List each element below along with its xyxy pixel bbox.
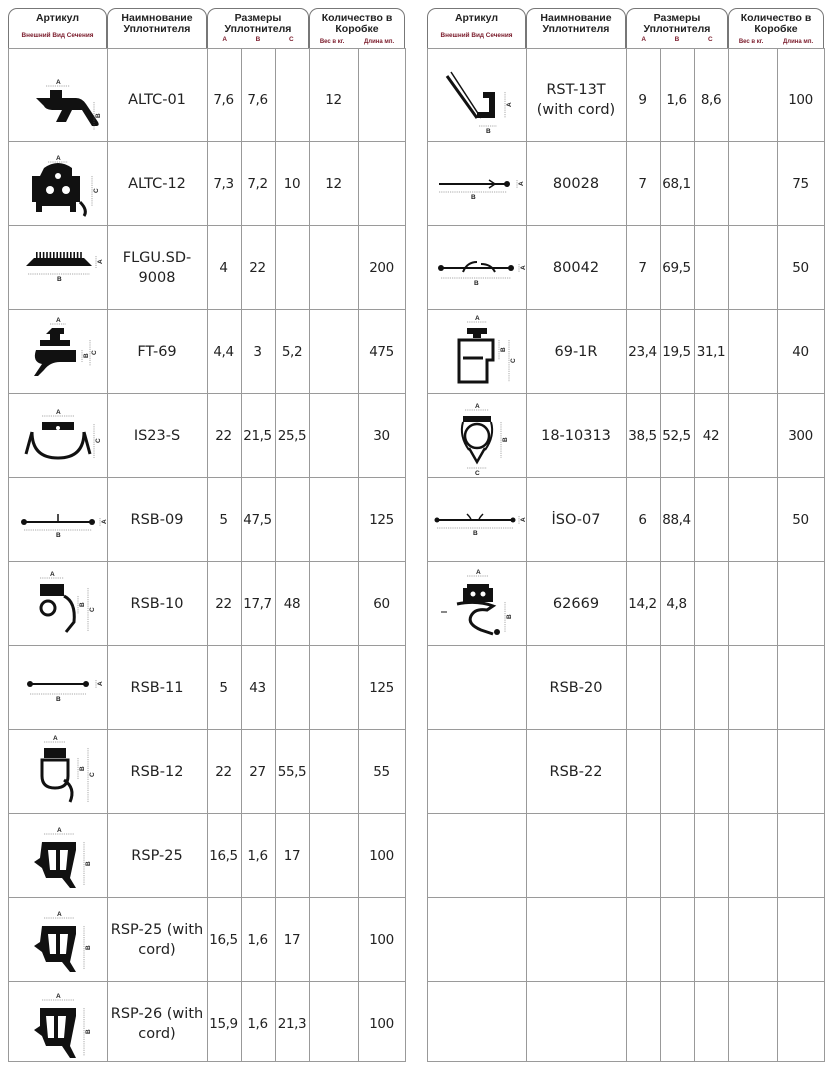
seal-weight-value xyxy=(728,58,777,142)
column-divider xyxy=(107,48,108,1062)
seal-a-value: 4 xyxy=(219,260,228,276)
80042-profile-icon xyxy=(427,226,526,310)
svg-text:B: B xyxy=(56,532,61,539)
1810313-profile-icon xyxy=(427,394,526,478)
seal-c-value xyxy=(275,58,309,142)
seal-a-value: 14,2 xyxy=(628,596,657,612)
flgu-profile-icon xyxy=(8,226,107,310)
seal-weight-value xyxy=(309,226,358,310)
header-article xyxy=(8,8,107,48)
seal-weight-value xyxy=(309,814,358,898)
seal-profile-cell xyxy=(427,142,526,226)
header-name-title: Наимнование Уплотнителя xyxy=(121,12,193,35)
seal-length-value: 300 xyxy=(788,428,813,444)
691r-profile-icon xyxy=(427,310,526,394)
seal-name: RSB-20 xyxy=(549,680,603,696)
header-size_b: B xyxy=(674,36,680,43)
seal-b-value: 4,8 xyxy=(666,596,687,612)
seal-weight-value xyxy=(728,394,777,478)
seal-profile-cell xyxy=(427,394,526,478)
header-article-title: Артикул xyxy=(35,12,80,24)
svg-text:A: A xyxy=(57,911,62,918)
header-sizes-title: Размеры Уплотнителя xyxy=(643,12,711,35)
seal-b-value: 21,5 xyxy=(243,428,272,444)
header-article-subtitle: Внешний Вид Сечения xyxy=(440,32,513,39)
svg-text:A: A xyxy=(476,569,481,576)
seal-a-value: 9 xyxy=(638,92,647,108)
seal-weight-value xyxy=(728,142,777,226)
seal-profile-cell xyxy=(427,898,526,982)
seal-profile-cell xyxy=(427,982,526,1066)
seal-name: RSB-10 xyxy=(130,596,184,612)
seal-a-value: 4,4 xyxy=(213,344,234,360)
header-quantity xyxy=(728,8,824,48)
seal-b-value: 43 xyxy=(249,680,266,696)
seal-name: 62669 xyxy=(552,596,600,612)
seal-c-value: 8,6 xyxy=(700,92,722,108)
seal-c-value xyxy=(694,982,728,1066)
svg-text:C: C xyxy=(95,438,102,443)
seal-name: RSP-25 (with cord) xyxy=(110,922,204,958)
seal-profile-cell xyxy=(8,898,107,982)
seal-c-value xyxy=(694,142,728,226)
header-weight: Вес в кг. xyxy=(319,39,345,45)
seal-name: IS23-S xyxy=(133,428,181,444)
seal-length-value: 100 xyxy=(369,848,394,864)
seal-profile-cell xyxy=(8,226,107,310)
seal-length-value: 125 xyxy=(369,680,394,696)
svg-text:A: A xyxy=(50,571,55,578)
seal-profile-cell xyxy=(8,730,107,814)
seal-name: 80028 xyxy=(552,176,600,192)
seal-profile-cell xyxy=(427,562,526,646)
seal-length-value xyxy=(777,562,824,646)
table-bottom-border xyxy=(8,1061,406,1062)
svg-text:A: A xyxy=(53,735,58,742)
seal-b-value: 7,6 xyxy=(247,92,268,108)
svg-text:B: B xyxy=(471,194,476,201)
seal-c-value: 48 xyxy=(283,596,301,612)
seal-profile-cell xyxy=(8,646,107,730)
svg-text:C: C xyxy=(93,188,100,193)
seal-b-value: 17,7 xyxy=(243,596,272,612)
svg-text:C: C xyxy=(91,350,98,355)
svg-text:A: A xyxy=(56,79,61,86)
svg-text:A: A xyxy=(518,181,525,186)
header-sizes-title: Размеры Уплотнителя xyxy=(224,12,292,35)
seal-weight-value xyxy=(728,814,777,898)
seal-length-value: 125 xyxy=(369,512,394,528)
seal-name: RSB-09 xyxy=(130,512,184,528)
seal-b-value: 7,2 xyxy=(247,176,268,192)
seal-length-value: 100 xyxy=(369,932,394,948)
seal-profile-cell xyxy=(8,394,107,478)
rsb10-profile-icon xyxy=(8,562,107,646)
seal-name: RSP-25 xyxy=(131,848,183,864)
seal-length-value: 55 xyxy=(373,764,390,780)
seal-profile-cell xyxy=(8,982,107,1066)
rsp26-cord-profile-icon xyxy=(8,982,107,1066)
seal-name: FLGU.SD-9008 xyxy=(122,250,192,286)
svg-text:A: A xyxy=(56,317,61,324)
seal-c-value xyxy=(275,226,309,310)
header-quantity-title: Количество в Коробке xyxy=(740,12,812,35)
seal-c-value xyxy=(694,478,728,562)
header-length: Длина мп. xyxy=(364,39,395,45)
seal-c-value: 5,2 xyxy=(281,344,303,360)
header-article-subtitle: Внешний Вид Сечения xyxy=(21,32,94,39)
header-size_a: A xyxy=(222,36,227,43)
header-name xyxy=(526,8,626,48)
seal-name: 18-10313 xyxy=(541,428,611,444)
altc01-profile-icon xyxy=(8,58,107,142)
seal-name: RST-13T (with cord) xyxy=(536,82,616,118)
seal-a-value: 5 xyxy=(219,680,228,696)
seal-a-value: 23,4 xyxy=(628,344,657,360)
seal-b-value: 68,1 xyxy=(662,176,691,192)
column-divider xyxy=(405,48,406,1062)
seal-b-value: 1,6 xyxy=(666,92,687,108)
seal-c-value xyxy=(275,646,309,730)
ft69-profile-icon xyxy=(8,310,107,394)
seal-weight-value xyxy=(309,730,358,814)
seal-b-value: 19,5 xyxy=(662,344,691,360)
svg-text:A: A xyxy=(520,265,527,270)
seal-name: FT-69 xyxy=(137,344,177,360)
seal-b-value: 1,6 xyxy=(247,1016,268,1032)
svg-text:B: B xyxy=(95,113,102,118)
seal-name: 80042 xyxy=(552,260,600,276)
header-divider xyxy=(8,48,406,49)
seal-c-value: 31,1 xyxy=(696,344,726,360)
seal-weight-value xyxy=(728,730,777,814)
header-length: Длина мп. xyxy=(783,39,814,45)
seal-length-value: 100 xyxy=(788,92,813,108)
rsb11-profile-icon xyxy=(8,646,107,730)
seal-length-value: 200 xyxy=(369,260,394,276)
seal-b-value: 69,5 xyxy=(662,260,691,276)
header-size-letters xyxy=(208,36,308,44)
header-weight: Вес в кг. xyxy=(738,39,764,45)
header-quantity xyxy=(309,8,405,48)
header-size_a: A xyxy=(641,36,646,43)
seal-c-value: 17 xyxy=(283,848,301,864)
seal-a-value: 16,5 xyxy=(209,932,238,948)
seal-length-value: 40 xyxy=(792,344,809,360)
seal-profile-cell xyxy=(8,142,107,226)
seal-b-value xyxy=(660,730,693,814)
seal-weight-value xyxy=(728,478,777,562)
seal-a-value: 22 xyxy=(215,764,232,780)
svg-text:C: C xyxy=(510,358,517,363)
svg-text:C: C xyxy=(89,772,96,777)
seal-a-value: 16,5 xyxy=(209,848,238,864)
80028-profile-icon xyxy=(427,142,526,226)
seal-a-value xyxy=(626,646,659,730)
seal-profile-cell xyxy=(427,310,526,394)
svg-text:B: B xyxy=(85,1029,92,1034)
seal-a-value: 6 xyxy=(638,512,647,528)
seal-profile-cell xyxy=(8,814,107,898)
svg-text:B: B xyxy=(56,696,61,703)
seal-name xyxy=(528,898,624,982)
svg-text:A: A xyxy=(506,102,513,107)
header-article-title: Артикул xyxy=(454,12,499,24)
seal-length-value: 75 xyxy=(792,176,809,192)
seal-weight-value xyxy=(728,310,777,394)
seal-weight-value: 12 xyxy=(325,92,342,108)
svg-text:B: B xyxy=(486,128,491,135)
seal-c-value: 21,3 xyxy=(277,1016,307,1032)
seal-length-value: 50 xyxy=(792,260,809,276)
svg-text:A: A xyxy=(97,681,104,686)
header-sizes xyxy=(626,8,728,48)
seal-c-value xyxy=(694,646,728,730)
svg-text:A: A xyxy=(56,155,61,162)
seal-weight-value xyxy=(728,226,777,310)
svg-text:A: A xyxy=(97,259,104,264)
header-name xyxy=(107,8,207,48)
seal-b-value xyxy=(660,982,693,1066)
seal-a-value: 22 xyxy=(215,596,232,612)
seal-c-value xyxy=(694,898,728,982)
seal-a-value: 7,6 xyxy=(213,92,234,108)
header-size_c: C xyxy=(289,36,294,43)
seal-length-value xyxy=(358,142,405,226)
seal-a-value: 7 xyxy=(638,260,647,276)
svg-text:A: A xyxy=(475,315,480,322)
seal-a-value xyxy=(626,730,659,814)
table-bottom-border xyxy=(427,1061,825,1062)
seal-length-value xyxy=(358,58,405,142)
svg-text:B: B xyxy=(506,614,513,619)
seal-profile-cell xyxy=(8,478,107,562)
svg-text:B: B xyxy=(85,861,92,866)
is23s-profile-icon xyxy=(8,394,107,478)
seal-c-value: 17 xyxy=(283,932,301,948)
seal-profile-cell xyxy=(427,226,526,310)
rsb12-profile-icon xyxy=(8,730,107,814)
seal-length-value xyxy=(777,730,824,814)
seal-weight-value xyxy=(728,898,777,982)
seal-name: RSB-12 xyxy=(130,764,184,780)
seal-c-value xyxy=(694,562,728,646)
seal-length-value xyxy=(777,646,824,730)
svg-text:A: A xyxy=(56,993,61,1000)
seal-weight-value xyxy=(309,646,358,730)
seal-c-value: 25,5 xyxy=(277,428,307,444)
seal-profile-cell xyxy=(8,562,107,646)
seal-weight-value xyxy=(309,982,358,1066)
header-size_b: B xyxy=(255,36,261,43)
svg-text:A: A xyxy=(475,403,480,410)
seal-c-value xyxy=(694,814,728,898)
header-divider xyxy=(427,48,825,49)
seal-b-value: 1,6 xyxy=(247,932,268,948)
svg-text:A: A xyxy=(57,827,62,834)
seal-c-value xyxy=(694,226,728,310)
seal-b-value: 52,5 xyxy=(662,428,691,444)
seal-b-value: 47,5 xyxy=(243,512,272,528)
seal-weight-value xyxy=(728,646,777,730)
seal-a-value xyxy=(626,898,659,982)
header-quantity-units xyxy=(729,38,823,46)
seal-a-value: 5 xyxy=(219,512,228,528)
seal-a-value xyxy=(626,814,659,898)
header-article xyxy=(427,8,526,48)
seal-b-value xyxy=(660,646,693,730)
svg-text:B: B xyxy=(79,602,86,607)
seal-name: RSP-26 (with cord) xyxy=(110,1006,204,1042)
seal-b-value xyxy=(660,898,693,982)
seal-b-value: 22 xyxy=(249,260,266,276)
svg-text:B: B xyxy=(502,437,509,442)
seal-length-value: 50 xyxy=(792,512,809,528)
seal-c-value: 55,5 xyxy=(277,764,307,780)
seal-b-value: 27 xyxy=(249,764,266,780)
seal-length-value: 100 xyxy=(369,1016,394,1032)
seal-name: 69-1R xyxy=(554,344,598,360)
altc12-profile-icon xyxy=(8,142,107,226)
rst13t-profile-icon xyxy=(427,58,526,142)
seal-a-value: 22 xyxy=(215,428,232,444)
seal-length-value xyxy=(777,982,824,1066)
seal-length-value: 60 xyxy=(373,596,390,612)
seal-profile-cell xyxy=(427,58,526,142)
rsp25-profile-icon xyxy=(8,814,107,898)
header-size-letters xyxy=(627,36,727,44)
seal-name: İSO-07 xyxy=(551,512,601,528)
seal-weight-value: 12 xyxy=(325,176,342,192)
seal-name xyxy=(528,982,624,1066)
svg-text:A: A xyxy=(520,517,527,522)
svg-text:C: C xyxy=(89,607,96,612)
seal-profile-cell xyxy=(427,814,526,898)
seal-weight-value xyxy=(728,982,777,1066)
seal-name: RSB-22 xyxy=(549,764,603,780)
seal-a-value: 15,9 xyxy=(209,1016,238,1032)
seal-weight-value xyxy=(309,310,358,394)
seal-length-value: 30 xyxy=(373,428,390,444)
header-quantity-units xyxy=(310,38,404,46)
seal-profile-cell xyxy=(427,478,526,562)
svg-text:B: B xyxy=(85,945,92,950)
svg-text:A: A xyxy=(101,519,108,524)
seal-b-value: 3 xyxy=(253,344,262,360)
seal-b-value: 1,6 xyxy=(247,848,268,864)
seal-c-value: 10 xyxy=(283,176,301,192)
header-name-title: Наимнование Уплотнителя xyxy=(540,12,612,35)
seal-weight-value xyxy=(728,562,777,646)
seal-weight-value xyxy=(309,478,358,562)
seal-c-value: 42 xyxy=(702,428,720,444)
seal-name: ALTC-12 xyxy=(128,176,186,192)
svg-text:C: C xyxy=(475,470,480,477)
svg-text:B: B xyxy=(473,530,478,537)
seal-a-value: 38,5 xyxy=(628,428,657,444)
column-divider xyxy=(526,48,527,1062)
seal-length-value xyxy=(777,898,824,982)
svg-text:B: B xyxy=(79,766,86,771)
svg-text:B: B xyxy=(500,347,507,352)
seal-profile-cell xyxy=(427,730,526,814)
seal-weight-value xyxy=(309,562,358,646)
seal-length-value: 475 xyxy=(369,344,394,360)
seal-b-value: 88,4 xyxy=(662,512,691,528)
rsb09-profile-icon xyxy=(8,478,107,562)
svg-text:B: B xyxy=(83,353,90,358)
seal-a-value: 7,3 xyxy=(213,176,234,192)
svg-text:A: A xyxy=(56,409,61,416)
seal-table-left xyxy=(8,8,406,1062)
iso07-profile-icon xyxy=(427,478,526,562)
seal-weight-value xyxy=(309,394,358,478)
seal-table-right xyxy=(427,8,825,1062)
seal-name xyxy=(528,814,624,898)
seal-name: RSB-11 xyxy=(130,680,184,696)
seal-b-value xyxy=(660,814,693,898)
seal-c-value xyxy=(275,478,309,562)
seal-a-value xyxy=(626,982,659,1066)
seal-profile-cell xyxy=(427,646,526,730)
column-divider xyxy=(824,48,825,1062)
rsp25-cord-profile-icon xyxy=(8,898,107,982)
seal-name: ALTC-01 xyxy=(128,92,186,108)
svg-text:B: B xyxy=(474,280,479,287)
seal-profile-cell xyxy=(8,310,107,394)
seal-weight-value xyxy=(309,898,358,982)
header-quantity-title: Количество в Коробке xyxy=(321,12,393,35)
seal-a-value: 7 xyxy=(638,176,647,192)
header-size_c: C xyxy=(708,36,713,43)
seal-c-value xyxy=(694,730,728,814)
svg-text:B: B xyxy=(57,276,62,283)
header-sizes xyxy=(207,8,309,48)
seal-length-value xyxy=(777,814,824,898)
seal-profile-cell xyxy=(8,58,107,142)
62669-profile-icon xyxy=(427,562,526,646)
